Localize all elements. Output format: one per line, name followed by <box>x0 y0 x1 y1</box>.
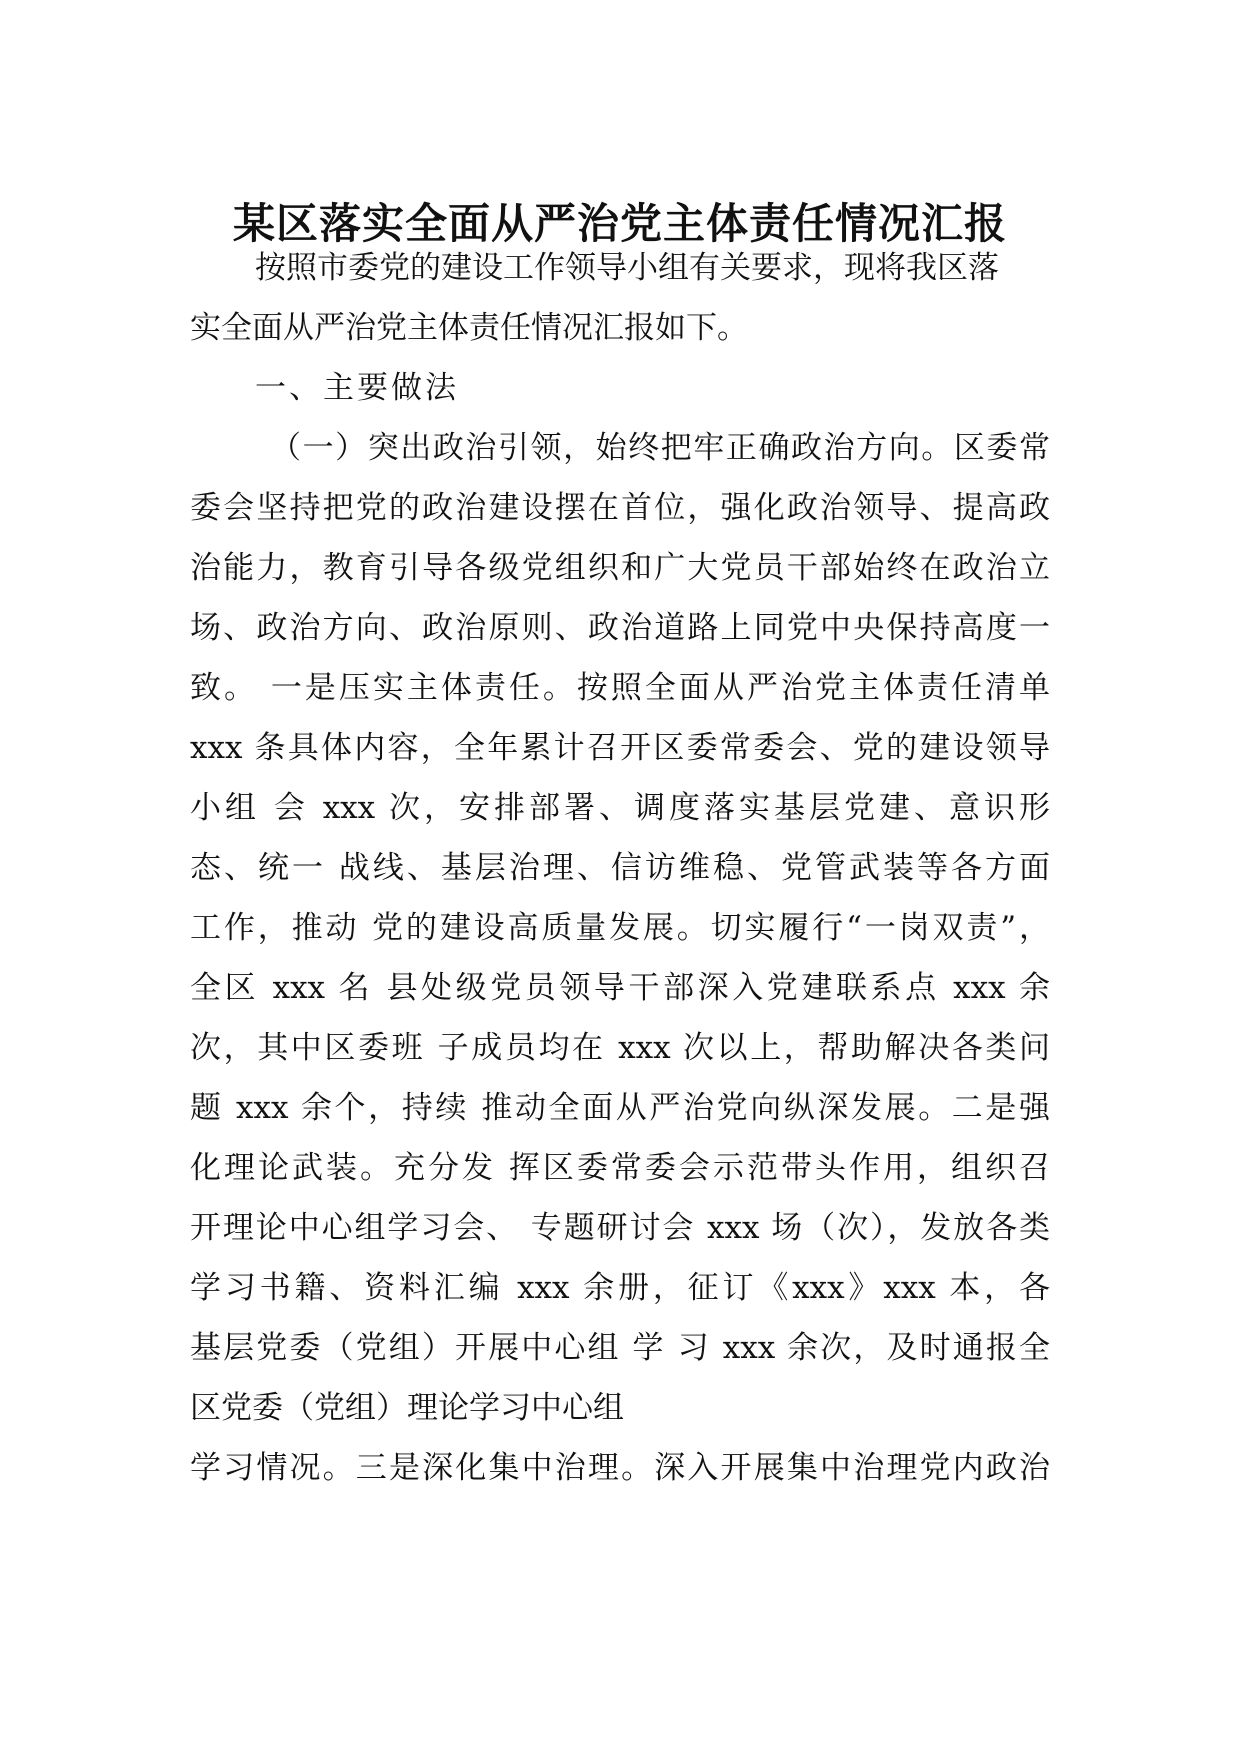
paragraph-line: 学习情况。三是深化集中治理。深入开展集中治理党内政治 <box>190 1450 1050 1486</box>
paragraph-line: xxx 条具体内容，全年累计召开区委常委会、党的建设领导 <box>190 730 1050 766</box>
paragraph-line: 致。 一是压实主体责任。按照全面从严治党主体责任清单 <box>190 670 1050 706</box>
document-title: 某区落实全面从严治党主体责任情况汇报 <box>232 199 1007 248</box>
paragraph-line: 题 xxx 余个，持续 推动全面从严治党向纵深发展。二是强 <box>190 1090 1050 1126</box>
section-heading: 一、主要做法 <box>255 370 459 406</box>
paragraph-line: 开理论中心组学习会、 专题研讨会 xxx 场（次），发放各类 <box>190 1210 1050 1246</box>
paragraph-line: 全区 xxx 名 县处级党员领导干部深入党建联系点 xxx 余 <box>190 970 1050 1006</box>
subsection-heading-line: （一）突出政治引领，始终把牢正确政治方向。区委常 <box>270 430 1050 466</box>
paragraph-line: 按照市委党的建设工作领导小组有关要求，现将我区落 <box>255 250 999 286</box>
paragraph-line: 次，其中区委班 子成员均在 xxx 次以上，帮助解决各类问 <box>190 1030 1050 1066</box>
paragraph-line: 态、统一 战线、基层治理、信访维稳、党管武装等各方面 <box>190 850 1050 886</box>
paragraph-line: 实全面从严治党主体责任情况汇报如下。 <box>190 310 748 346</box>
paragraph-line: 委会坚持把党的政治建设摆在首位，强化政治领导、提高政 <box>190 490 1050 526</box>
paragraph-line: 治能力，教育引导各级党组织和广大党员干部始终在政治立 <box>190 550 1050 586</box>
paragraph-line: 学习书籍、资料汇编 xxx 余册，征订《xxx》xxx 本，各 <box>190 1270 1050 1306</box>
paragraph-line: 区党委（党组）理论学习中心组 <box>190 1390 624 1426</box>
paragraph-line: 工作，推动 党的建设高质量发展。切实履行“一岗双责”， <box>190 910 1050 946</box>
paragraph-line: 小组 会 xxx 次，安排部署、调度落实基层党建、意识形 <box>190 790 1050 826</box>
paragraph-line: 基层党委（党组）开展中心组 学 习 xxx 余次，及时通报全 <box>190 1330 1050 1366</box>
paragraph-line: 化理论武装。充分发 挥区委常委会示范带头作用，组织召 <box>190 1150 1050 1186</box>
paragraph-line: 场、政治方向、政治原则、政治道路上同党中央保持高度一 <box>190 610 1050 646</box>
